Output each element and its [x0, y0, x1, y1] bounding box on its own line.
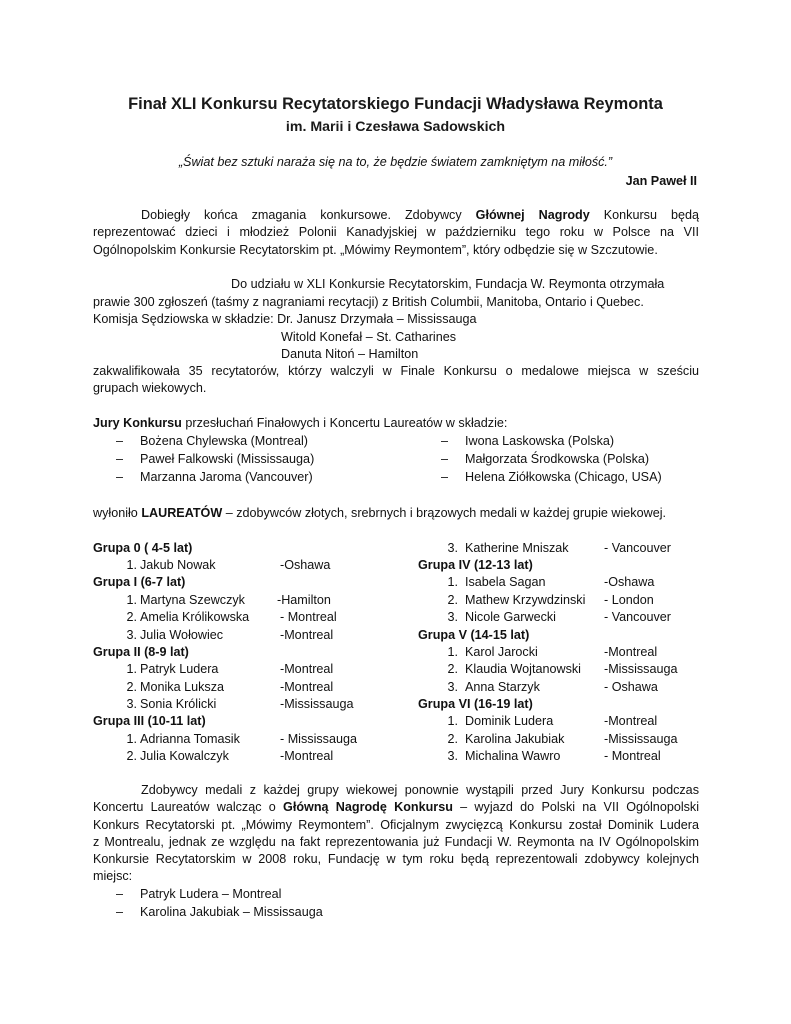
- entry-city: - Oshawa: [604, 680, 658, 694]
- jury-member: Marzanna Jaroma (Vancouver): [140, 470, 313, 484]
- entry-number: 2.: [447, 732, 458, 746]
- entry-name: Nicole Garwecki: [465, 610, 556, 624]
- jury-member: Bożena Chylewska (Montreal): [140, 434, 308, 448]
- entry-number: 2.: [126, 680, 137, 694]
- group-title: Grupa I (6-7 lat): [93, 575, 186, 589]
- group-title: Grupa V (14-15 lat): [418, 628, 530, 642]
- jury-member: Helena Ziółkowska (Chicago, USA): [465, 470, 662, 484]
- entry-city: -Montreal: [280, 662, 334, 676]
- group-title: Grupa IV (12-13 lat): [418, 558, 533, 572]
- entry-name: Monika Luksza: [140, 680, 224, 694]
- commission-member-2: Witold Konefał – St. Catharines: [281, 330, 457, 344]
- entry-city: -Mississauga: [604, 732, 678, 746]
- intro-lead: Dobiegły końca zmagania konkursowe. Zdobywcy: [141, 208, 462, 222]
- laureates-bold: LAUREATÓW: [141, 506, 223, 520]
- commission-line-2: prawie 300 zgłoszeń (taśmy z nagraniami recytacji) z British Columbii, Manitoba, Ontario i Quebec.: [93, 295, 644, 309]
- entry-number: 1.: [126, 593, 137, 607]
- group-title: Grupa 0 ( 4-5 lat): [93, 541, 193, 555]
- entry-name: Karolina Jakubiak: [465, 732, 565, 746]
- entry-name: Julia Kowalczyk: [140, 749, 229, 763]
- entry-name: Patryk Ludera: [140, 662, 219, 676]
- group-title: Grupa III (10-11 lat): [93, 714, 206, 728]
- main-prize-bold: Głównej Nagrody: [475, 208, 590, 222]
- intro-line-1: [93, 207, 699, 224]
- final-line-1: Zdobywcy medali z każdej grupy wiekowej ponownie wystąpili przed Jury Konkursu podczas: [141, 783, 699, 797]
- entry-name: Jakub Nowak: [140, 558, 216, 572]
- commission-line-4: zakwalifikowała 35 recytatorów, którzy walczyli w Finale Konkursu o medalowe miejsca w sześciu: [93, 364, 699, 378]
- entry-number: 1.: [126, 662, 137, 676]
- entry-city: -Montreal: [280, 680, 334, 694]
- jury-member: Iwona Laskowska (Polska): [465, 434, 615, 448]
- commission-member-3: Danuta Nitoń – Hamilton: [281, 347, 419, 361]
- entry-number: 1.: [447, 575, 458, 589]
- jury-rest: przesłuchań Finałowych i Koncertu Laureatów w składzie:: [185, 416, 508, 430]
- final-line-2: [93, 799, 699, 816]
- quote: „Świat bez sztuki naraża się na to, że będzie światem zamkniętym na miłość.”: [178, 155, 613, 169]
- entry-city: - Montreal: [280, 610, 337, 624]
- entry-city: -Montreal: [604, 645, 658, 659]
- entry-name: Adrianna Tomasik: [140, 732, 240, 746]
- entry-number: 3.: [447, 541, 458, 555]
- winner-item: Patryk Ludera – Montreal: [140, 887, 282, 901]
- entry-name: Michalina Wawro: [465, 749, 561, 763]
- jury-bullet: –: [116, 470, 124, 484]
- entry-number: 2.: [447, 593, 458, 607]
- entry-city: - Mississauga: [280, 732, 357, 746]
- commission-line-1: Do udziału w XLI Konkursie Recytatorskim, Fundacja W. Reymonta otrzymała: [231, 277, 665, 291]
- entry-city: -Montreal: [280, 749, 334, 763]
- laureates-lead: wyłoniło: [93, 506, 138, 520]
- document-title: Finał XLI Konkursu Recytatorskiego Fundacji Władysława Reymonta: [128, 95, 663, 113]
- entry-number: 2.: [126, 749, 137, 763]
- entry-name: Dominik Ludera: [465, 714, 554, 728]
- entry-city: -Mississauga: [280, 697, 354, 711]
- final-line-6: miejsc:: [93, 869, 133, 884]
- final-line-2-rest: – wyjazd do Polski na VII Ogólnopolski: [460, 800, 700, 815]
- entry-name: Amelia Królikowska: [140, 610, 250, 624]
- entry-city: -Montreal: [604, 714, 658, 728]
- jury-bullet: –: [441, 434, 449, 448]
- jury-member: Paweł Falkowski (Mississauga): [140, 452, 315, 466]
- jury-bullet: –: [116, 452, 124, 466]
- entry-number: 3.: [126, 697, 137, 711]
- quote-author: Jan Paweł II: [625, 174, 697, 188]
- commission-line-5: grupach wiekowych.: [93, 381, 207, 396]
- entry-number: 3.: [447, 610, 458, 624]
- entry-name: Karol Jarocki: [465, 645, 538, 659]
- entry-number: 2.: [447, 662, 458, 676]
- group-title: Grupa VI (16-19 lat): [418, 697, 533, 711]
- intro-paragraph: [93, 207, 699, 259]
- jury-bullet: –: [441, 470, 449, 484]
- entry-number: 1.: [447, 645, 458, 659]
- final-line-5: Konkursie Recytatorskim w 2008 roku, Fundację w tym roku będą reprezentowali zdobywcy kolejnych: [93, 852, 699, 867]
- entry-name: Mathew Krzywdzinski: [465, 593, 586, 607]
- entry-name: Isabela Sagan: [465, 575, 546, 589]
- intro-line-2: reprezentować dzieci i młodzież Polonii Kanadyjskiej w październiku tego roku w Polsce na VII: [93, 225, 699, 240]
- jury-bullet: –: [116, 434, 124, 448]
- entry-number: 3.: [447, 749, 458, 763]
- entry-number: 1.: [126, 732, 137, 746]
- main-prize-bold-2: Główną Nagrodę Konkursu: [283, 800, 453, 815]
- entry-name: Katherine Mniszak: [465, 541, 569, 555]
- entry-number: 2.: [126, 610, 137, 624]
- group-title: Grupa II (8-9 lat): [93, 645, 189, 659]
- jury-bullet: –: [441, 452, 449, 466]
- entry-city: -Mississauga: [604, 662, 678, 676]
- final-line-2-lead: Koncertu Laureatów walcząc o: [93, 800, 276, 815]
- final-line-3: Konkurs Recytatorski pt. „Mówimy Reymontem”. Oficjalnym zwycięzcą Konkursu został Dominik Ludera: [93, 817, 699, 832]
- jury-heading: [93, 415, 507, 432]
- entry-number: 3.: [447, 680, 458, 694]
- commission-paragraph-end: [93, 363, 699, 398]
- final-paragraph: [93, 782, 699, 886]
- winner-item: Karolina Jakubiak – Mississauga: [140, 905, 323, 919]
- entry-city: -Oshawa: [280, 558, 331, 572]
- winner-bullet: –: [116, 905, 124, 919]
- entry-number: 3.: [126, 628, 137, 642]
- entry-city: - Vancouver: [604, 541, 671, 555]
- entry-city: -Oshawa: [604, 575, 655, 589]
- winner-bullet: –: [116, 887, 124, 901]
- laureates-line: [93, 505, 666, 522]
- laureates-rest: – zdobywców złotych, srebrnych i brązowych medali w każdej grupie wiekowej.: [225, 506, 667, 520]
- commission-line-3: Komisja Sędziowska w składzie: Dr. Janusz Drzymała – Mississauga: [93, 312, 477, 326]
- entry-city: -Montreal: [280, 628, 334, 642]
- entry-number: 1.: [126, 558, 137, 572]
- final-line-4: z Montrealu, jednak ze względu na fakt reprezentowania już Fundacji W. Reymonta na IV Ogólnopolskim: [93, 834, 699, 849]
- entry-number: 1.: [447, 714, 458, 728]
- entry-city: - Montreal: [604, 749, 661, 763]
- jury-bold: Jury Konkursu: [93, 416, 182, 430]
- entry-name: Julia Wołowiec: [140, 628, 224, 642]
- entry-name: Sonia Królicki: [140, 697, 217, 711]
- entry-city: - Vancouver: [604, 610, 671, 624]
- entry-city: - London: [604, 593, 654, 607]
- intro-rest: Konkursu będą: [603, 208, 699, 222]
- intro-line-3: Ogólnopolskim Konkursie Recytatorskim pt. „Mówimy Reymontem”, który odbędzie się w Szczutowie.: [93, 242, 658, 257]
- entry-city: -Hamilton: [277, 593, 331, 607]
- document-subtitle: im. Marii i Czesława Sadowskich: [285, 119, 506, 135]
- entry-name: Martyna Szewczyk: [140, 593, 245, 607]
- entry-name: Klaudia Wojtanowski: [465, 662, 581, 676]
- entry-name: Anna Starzyk: [465, 680, 540, 694]
- jury-member: Małgorzata Środkowska (Polska): [465, 452, 650, 466]
